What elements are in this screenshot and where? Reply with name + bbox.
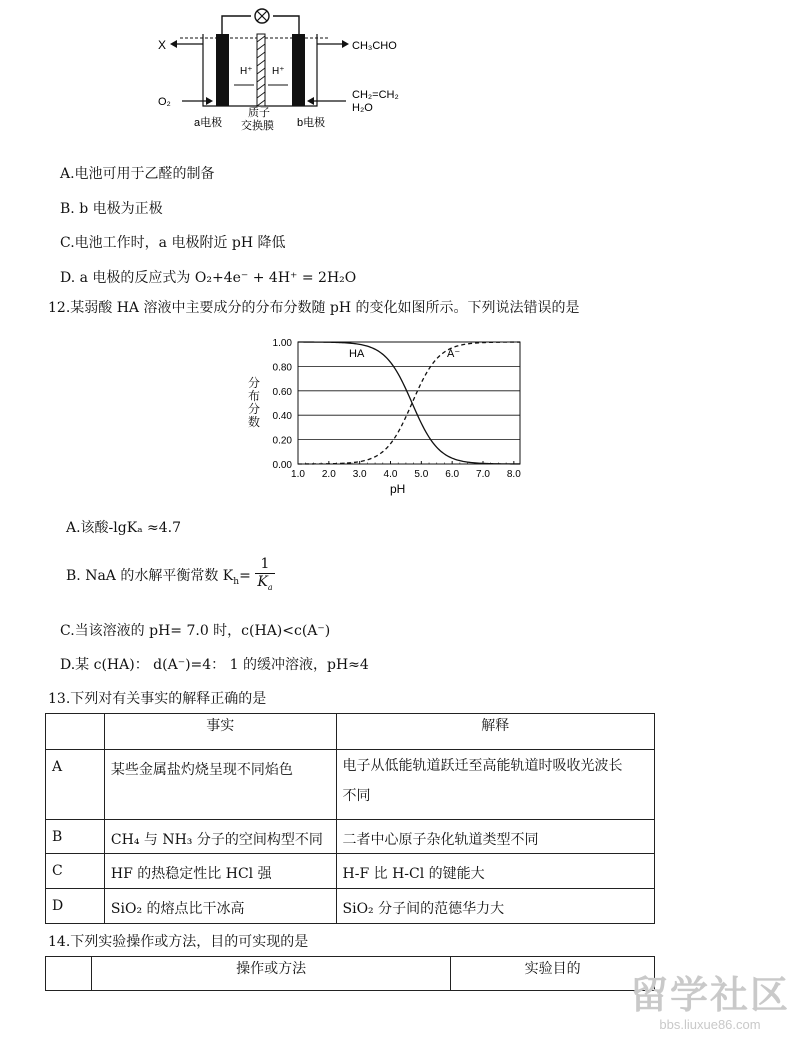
q13-header-fact: 事实 — [104, 714, 336, 750]
x-tick-label: 4.0 — [383, 469, 398, 480]
y-axis-label-char: 分 — [248, 376, 261, 390]
y-axis-label — [248, 377, 262, 429]
ion-left-label: H⁺ — [240, 66, 253, 77]
fraction-numerator: 1 — [255, 556, 275, 574]
q13-row-c-expl: H-F 比 H-Cl 的键能大 — [336, 854, 654, 889]
ion-right-label: H⁺ — [272, 66, 285, 77]
right-in-label-2: H₂O — [352, 102, 373, 114]
distribution-chart — [240, 332, 530, 502]
y-axis-label-char: 分 — [248, 402, 261, 416]
q11-option-c: C.电池工作时，a 电极附近 pH 降低 — [60, 235, 286, 251]
q13-stem: 13.下列对有关事实的解释正确的是 — [48, 691, 267, 707]
q12-option-b — [66, 565, 251, 587]
fraction-denominator: $K_a$ — [257, 574, 273, 592]
right-in-label-1: CH₂=CH₂ — [352, 89, 399, 101]
q11-option-b: B. b 电极为正极 — [60, 201, 163, 217]
x-tick-label: 6.0 — [445, 469, 460, 480]
q13-row-c-opt: C — [46, 854, 105, 889]
watermark — [625, 975, 795, 1033]
q14-header-operation: 操作或方法 — [91, 957, 450, 991]
electrode-a — [216, 34, 229, 106]
left-out-label: X — [158, 38, 167, 52]
q13-row-b-expl: 二者中心原子杂化轨道类型不同 — [336, 820, 654, 854]
q12-option-d: D.某 c(HA)： d(A⁻)=4： 1 的缓冲溶液，pH≈4 — [60, 657, 369, 673]
y-tick-label: 0.60 — [272, 386, 292, 398]
x-tick-label: 7.0 — [476, 469, 490, 480]
q13-row-d-opt: D — [46, 889, 105, 924]
q13-row-b-opt: B — [46, 820, 105, 854]
electrode-b — [292, 34, 305, 106]
x-tick-label: 1.0 — [291, 469, 305, 480]
y-tick-label: 0.80 — [272, 362, 292, 374]
q12-stem: 12.某弱酸 HA 溶液中主要成分的分布分数随 pH 的变化如图所示。下列说法错误的是 — [48, 300, 580, 316]
series-a-label: A⁻ — [447, 348, 461, 360]
x-tick-label: 5.0 — [414, 469, 429, 480]
y-tick-label: 0.20 — [272, 435, 292, 447]
series-a-line — [298, 342, 520, 464]
x-axis-label: pH — [390, 482, 406, 496]
q13-row-c-fact: HF 的热稳定性比 HCl 强 — [104, 854, 336, 889]
q12-option-b-text: B. NaA 的水解平衡常数 K — [66, 568, 234, 584]
q11-option-d: D. a 电极的反应式为 O₂+4e⁻ + 4H⁺ = 2H₂O — [60, 270, 357, 286]
plot-frame — [298, 342, 520, 464]
y-tick-label: 1.00 — [272, 338, 292, 349]
q13-row-b-fact: CH₄ 与 NH₃ 分子的空间构型不同 — [104, 820, 336, 854]
q12-option-a: A.该酸-lgKₐ ≈4.7 — [66, 520, 182, 536]
q12-option-c: C.当该溶液的 pH= 7.0 时，c(HA)<c(A⁻) — [60, 623, 331, 639]
right-out-label: CH₃CHO — [352, 40, 397, 52]
y-axis-label-char: 布 — [248, 389, 261, 403]
x-tick-label: 8.0 — [506, 469, 521, 480]
membrane-label-1: 质子 — [248, 107, 270, 119]
electrode-b-label: b电极 — [297, 117, 326, 129]
q12-option-b-sub: h — [233, 576, 240, 587]
q14-header-purpose: 实验目的 — [451, 957, 655, 991]
left-in-label: O₂ — [158, 96, 171, 108]
q13-row-a-expl-line1: 电子从低能轨道跃迁至高能轨道时吸收光波长 — [342, 758, 623, 774]
q14-table — [45, 956, 655, 991]
q12-fraction — [255, 556, 275, 592]
series-ha-label: HA — [349, 348, 365, 360]
q13-row-a-opt: A — [46, 750, 105, 820]
q13-row-a-expl — [336, 750, 654, 820]
electrode-a-label: a电极 — [194, 117, 223, 129]
q13-table — [45, 713, 655, 924]
q13-header-empty — [46, 714, 105, 750]
fuel-cell-diagram — [150, 8, 420, 136]
q14-stem: 14.下列实验操作或方法，目的可实现的是 — [48, 934, 309, 950]
membrane-label-2: 交换膜 — [241, 120, 274, 132]
series-ha-line — [298, 342, 520, 464]
q13-row-d-fact: SiO₂ 的熔点比干冰高 — [104, 889, 336, 924]
q13-row-a-fact: 某些金属盐灼烧呈现不同焰色 — [104, 750, 336, 820]
x-tick-label: 2.0 — [321, 469, 336, 480]
q12-option-b-eq: = — [239, 568, 251, 584]
q13-row-a-expl-line2: 不同 — [342, 788, 371, 804]
y-tick-label: 0.00 — [272, 460, 292, 471]
q14-header-empty — [46, 957, 92, 991]
watermark-url: bbs.liuxue86.com — [659, 1017, 761, 1032]
y-axis-label-char: 数 — [248, 415, 261, 429]
x-tick-label: 3.0 — [352, 469, 367, 480]
q13-row-d-expl: SiO₂ 分子间的范德华力大 — [336, 889, 654, 924]
q11-option-a: A.电池可用于乙醛的制备 — [60, 166, 215, 182]
y-tick-label: 0.40 — [272, 411, 292, 423]
q13-header-explanation: 解释 — [336, 714, 654, 750]
watermark-main: 留学社区 — [629, 975, 790, 1017]
